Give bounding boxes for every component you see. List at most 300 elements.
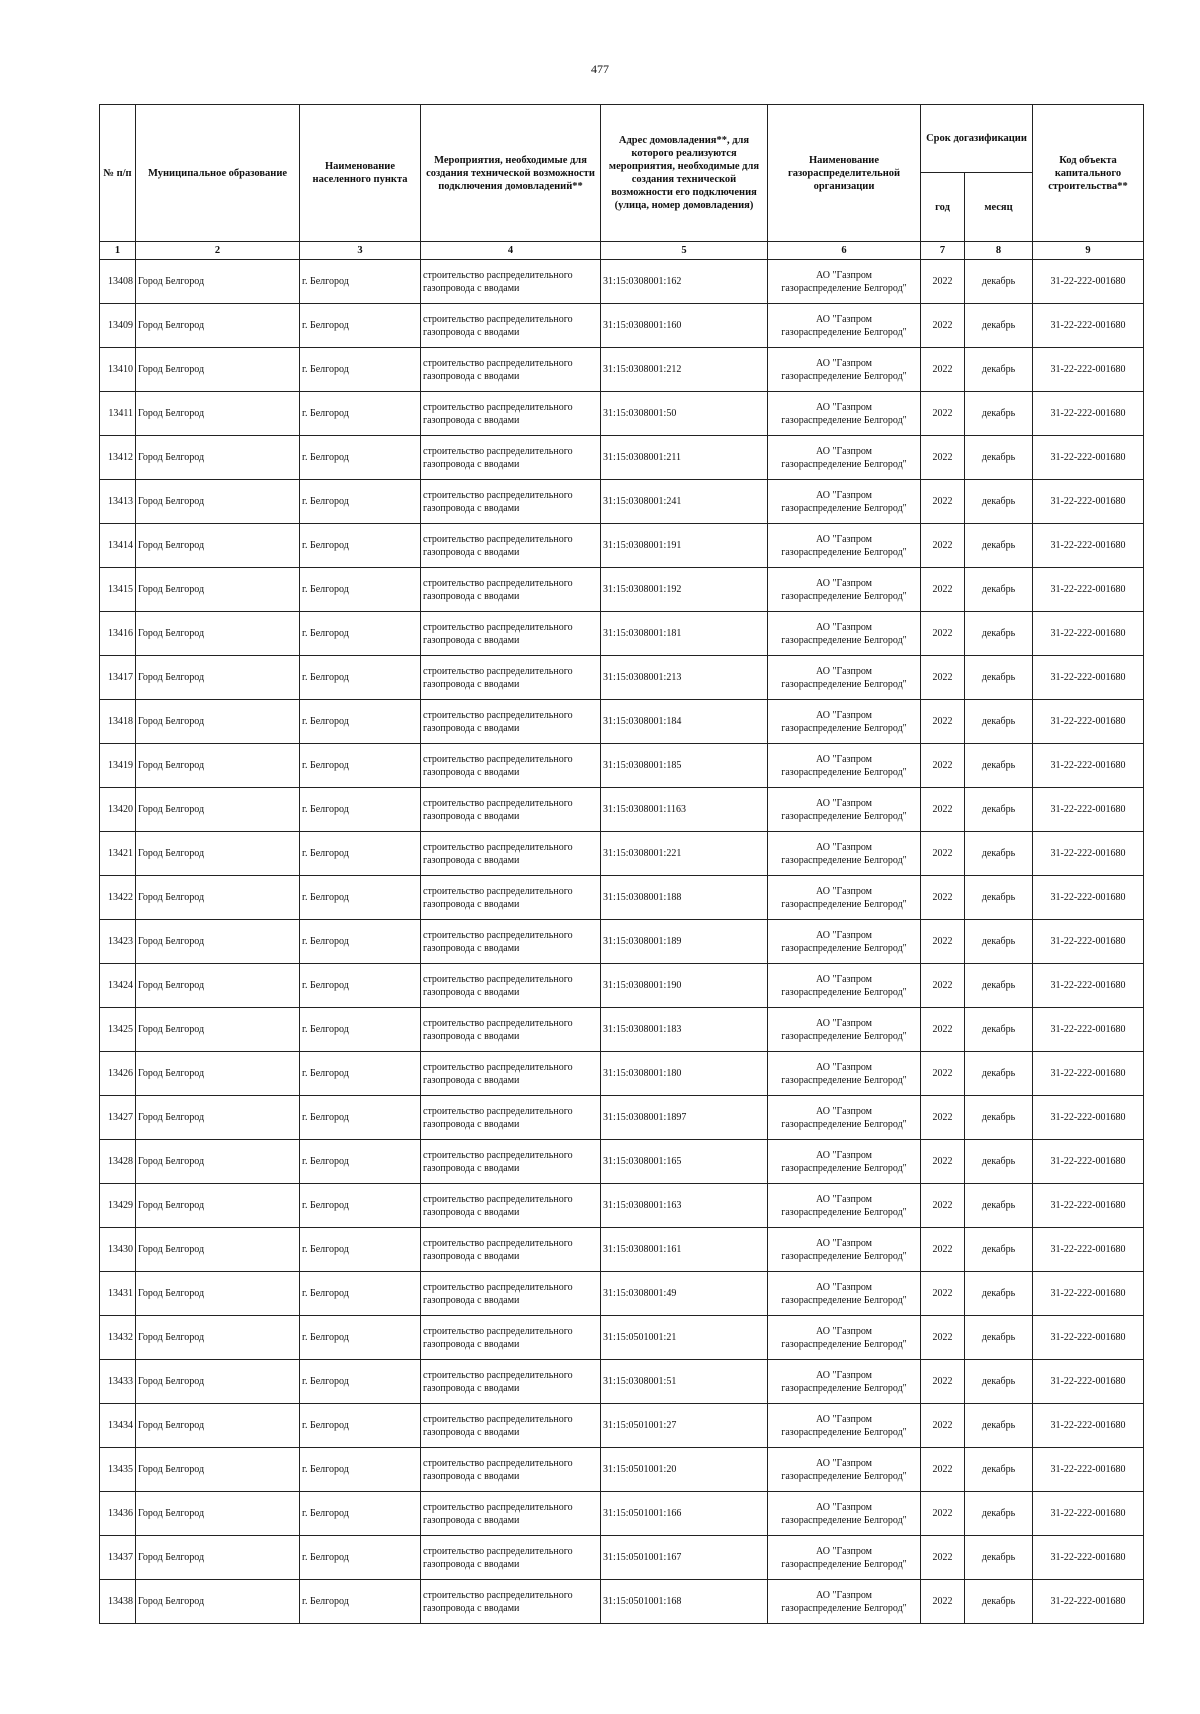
organization-cell	[768, 524, 921, 568]
month-cell: декабрь	[965, 1492, 1033, 1536]
organization-name-line1: АО "Газпром	[816, 1501, 872, 1513]
table-row	[100, 1096, 1144, 1140]
page-number: 477	[591, 62, 609, 76]
table-row	[100, 524, 1144, 568]
municipality-cell: Город Белгород	[136, 1404, 300, 1448]
row-number: 13422	[100, 876, 136, 920]
year-cell: 2022	[921, 480, 965, 524]
table-row	[100, 260, 1144, 304]
row-number: 13433	[100, 1360, 136, 1404]
activity-cell: строительство распределительного газопровода с вводами	[421, 788, 601, 832]
header-deadline: Срок догазификации	[921, 105, 1033, 173]
organization-name-line2: газораспределение Белгород"	[781, 1426, 907, 1438]
header-municipality: Муниципальное образование	[136, 105, 300, 242]
column-number: 3	[300, 242, 421, 260]
object-code-cell: 31-22-222-001680	[1033, 480, 1144, 524]
organization-name-line2: газораспределение Белгород"	[781, 1602, 907, 1614]
organization-name-line1: АО "Газпром	[816, 1061, 872, 1073]
table-row	[100, 1316, 1144, 1360]
object-code-cell: 31-22-222-001680	[1033, 260, 1144, 304]
organization-name-line1: АО "Газпром	[816, 1281, 872, 1293]
table-row	[100, 392, 1144, 436]
object-code-cell: 31-22-222-001680	[1033, 1272, 1144, 1316]
header-organization: Наименование газораспределительной организации	[768, 105, 921, 242]
organization-cell	[768, 832, 921, 876]
organization-name-line1: АО "Газпром	[816, 841, 872, 853]
activity-cell: строительство распределительного газопровода с вводами	[421, 1316, 601, 1360]
table-row	[100, 480, 1144, 524]
row-number: 13409	[100, 304, 136, 348]
table-row	[100, 700, 1144, 744]
object-code-cell: 31-22-222-001680	[1033, 1140, 1144, 1184]
locality-cell: г. Белгород	[300, 436, 421, 480]
month-cell: декабрь	[965, 568, 1033, 612]
municipality-cell: Город Белгород	[136, 1228, 300, 1272]
row-number: 13414	[100, 524, 136, 568]
address-cell: 31:15:0308001:183	[601, 1008, 768, 1052]
organization-cell	[768, 392, 921, 436]
municipality-cell: Город Белгород	[136, 1052, 300, 1096]
table-row	[100, 1360, 1144, 1404]
address-cell: 31:15:0501001:20	[601, 1448, 768, 1492]
locality-cell: г. Белгород	[300, 1404, 421, 1448]
year-cell: 2022	[921, 1228, 965, 1272]
organization-name-line1: АО "Газпром	[816, 533, 872, 545]
month-cell: декабрь	[965, 1008, 1033, 1052]
address-cell: 31:15:0308001:181	[601, 612, 768, 656]
organization-name-line1: АО "Газпром	[816, 489, 872, 501]
table-row	[100, 1140, 1144, 1184]
address-cell: 31:15:0308001:165	[601, 1140, 768, 1184]
municipality-cell: Город Белгород	[136, 788, 300, 832]
locality-cell: г. Белгород	[300, 1228, 421, 1272]
municipality-cell: Город Белгород	[136, 1316, 300, 1360]
organization-name-line2: газораспределение Белгород"	[781, 282, 907, 294]
locality-cell: г. Белгород	[300, 304, 421, 348]
municipality-cell: Город Белгород	[136, 1492, 300, 1536]
organization-name-line1: АО "Газпром	[816, 665, 872, 677]
table-header	[100, 105, 1144, 260]
activity-cell: строительство распределительного газопровода с вводами	[421, 1580, 601, 1624]
row-number: 13432	[100, 1316, 136, 1360]
organization-name-line2: газораспределение Белгород"	[781, 1382, 907, 1394]
organization-name-line2: газораспределение Белгород"	[781, 986, 907, 998]
month-cell: декабрь	[965, 1316, 1033, 1360]
locality-cell: г. Белгород	[300, 568, 421, 612]
organization-cell	[768, 348, 921, 392]
month-cell: декабрь	[965, 744, 1033, 788]
locality-cell: г. Белгород	[300, 1580, 421, 1624]
municipality-cell: Город Белгород	[136, 612, 300, 656]
address-cell: 31:15:0501001:166	[601, 1492, 768, 1536]
table-row	[100, 788, 1144, 832]
organization-name-line2: газораспределение Белгород"	[781, 1118, 907, 1130]
organization-name-line1: АО "Газпром	[816, 1369, 872, 1381]
organization-name-line1: АО "Газпром	[816, 577, 872, 589]
municipality-cell: Город Белгород	[136, 348, 300, 392]
row-number: 13421	[100, 832, 136, 876]
locality-cell: г. Белгород	[300, 480, 421, 524]
organization-cell	[768, 1580, 921, 1624]
organization-name-line1: АО "Газпром	[816, 753, 872, 765]
organization-name-line2: газораспределение Белгород"	[781, 1030, 907, 1042]
row-number: 13428	[100, 1140, 136, 1184]
activity-cell: строительство распределительного газопровода с вводами	[421, 1360, 601, 1404]
locality-cell: г. Белгород	[300, 1316, 421, 1360]
organization-name-line2: газораспределение Белгород"	[781, 810, 907, 822]
month-cell: декабрь	[965, 436, 1033, 480]
locality-cell: г. Белгород	[300, 964, 421, 1008]
organization-cell	[768, 568, 921, 612]
month-cell: декабрь	[965, 832, 1033, 876]
year-cell: 2022	[921, 920, 965, 964]
table-row	[100, 1404, 1144, 1448]
column-number: 7	[921, 242, 965, 260]
address-cell: 31:15:0308001:192	[601, 568, 768, 612]
table-body	[100, 260, 1144, 1624]
organization-name-line2: газораспределение Белгород"	[781, 898, 907, 910]
address-cell: 31:15:0308001:189	[601, 920, 768, 964]
month-cell: декабрь	[965, 1228, 1033, 1272]
activity-cell: строительство распределительного газопровода с вводами	[421, 964, 601, 1008]
address-cell: 31:15:0501001:27	[601, 1404, 768, 1448]
locality-cell: г. Белгород	[300, 1140, 421, 1184]
organization-name-line1: АО "Газпром	[816, 401, 872, 413]
municipality-cell: Город Белгород	[136, 1140, 300, 1184]
organization-name-line1: АО "Газпром	[816, 445, 872, 457]
activity-cell: строительство распределительного газопровода с вводами	[421, 1184, 601, 1228]
municipality-cell: Город Белгород	[136, 832, 300, 876]
locality-cell: г. Белгород	[300, 920, 421, 964]
month-cell: декабрь	[965, 1272, 1033, 1316]
organization-name-line2: газораспределение Белгород"	[781, 722, 907, 734]
year-cell: 2022	[921, 876, 965, 920]
object-code-cell: 31-22-222-001680	[1033, 1316, 1144, 1360]
locality-cell: г. Белгород	[300, 612, 421, 656]
object-code-cell: 31-22-222-001680	[1033, 1360, 1144, 1404]
year-cell: 2022	[921, 1580, 965, 1624]
row-number: 13415	[100, 568, 136, 612]
address-cell: 31:15:0308001:160	[601, 304, 768, 348]
row-number: 13417	[100, 656, 136, 700]
organization-name-line2: газораспределение Белгород"	[781, 1250, 907, 1262]
municipality-cell: Город Белгород	[136, 1448, 300, 1492]
organization-name-line1: АО "Газпром	[816, 1105, 872, 1117]
month-cell: декабрь	[965, 260, 1033, 304]
object-code-cell: 31-22-222-001680	[1033, 832, 1144, 876]
table-row	[100, 1492, 1144, 1536]
activity-cell: строительство распределительного газопровода с вводами	[421, 1404, 601, 1448]
organization-name-line2: газораспределение Белгород"	[781, 546, 907, 558]
activity-cell: строительство распределительного газопровода с вводами	[421, 524, 601, 568]
address-cell: 31:15:0308001:51	[601, 1360, 768, 1404]
locality-cell: г. Белгород	[300, 1008, 421, 1052]
organization-cell	[768, 304, 921, 348]
row-number: 13427	[100, 1096, 136, 1140]
municipality-cell: Город Белгород	[136, 436, 300, 480]
object-code-cell: 31-22-222-001680	[1033, 1228, 1144, 1272]
address-cell: 31:15:0308001:211	[601, 436, 768, 480]
object-code-cell: 31-22-222-001680	[1033, 392, 1144, 436]
organization-name-line2: газораспределение Белгород"	[781, 1514, 907, 1526]
table-row	[100, 1580, 1144, 1624]
organization-cell	[768, 656, 921, 700]
activity-cell: строительство распределительного газопровода с вводами	[421, 1492, 601, 1536]
municipality-cell: Город Белгород	[136, 744, 300, 788]
organization-cell	[768, 964, 921, 1008]
municipality-cell: Город Белгород	[136, 1008, 300, 1052]
object-code-cell: 31-22-222-001680	[1033, 744, 1144, 788]
locality-cell: г. Белгород	[300, 832, 421, 876]
object-code-cell: 31-22-222-001680	[1033, 524, 1144, 568]
table-row	[100, 1008, 1144, 1052]
year-cell: 2022	[921, 1448, 965, 1492]
address-cell: 31:15:0308001:185	[601, 744, 768, 788]
year-cell: 2022	[921, 1360, 965, 1404]
table-row	[100, 832, 1144, 876]
address-cell: 31:15:0308001:188	[601, 876, 768, 920]
column-number: 5	[601, 242, 768, 260]
month-cell: декабрь	[965, 348, 1033, 392]
organization-cell	[768, 1228, 921, 1272]
object-code-cell: 31-22-222-001680	[1033, 1448, 1144, 1492]
organization-name-line1: АО "Газпром	[816, 1325, 872, 1337]
gasification-table	[99, 104, 1144, 1624]
year-cell: 2022	[921, 700, 965, 744]
column-number: 9	[1033, 242, 1144, 260]
organization-cell	[768, 744, 921, 788]
month-cell: декабрь	[965, 524, 1033, 568]
object-code-cell: 31-22-222-001680	[1033, 1580, 1144, 1624]
organization-cell	[768, 1448, 921, 1492]
organization-cell	[768, 1272, 921, 1316]
activity-cell: строительство распределительного газопровода с вводами	[421, 920, 601, 964]
address-cell: 31:15:0308001:1897	[601, 1096, 768, 1140]
organization-cell	[768, 260, 921, 304]
organization-name-line1: АО "Газпром	[816, 1017, 872, 1029]
activity-cell: строительство распределительного газопровода с вводами	[421, 392, 601, 436]
activity-cell: строительство распределительного газопровода с вводами	[421, 1272, 601, 1316]
organization-name-line1: АО "Газпром	[816, 973, 872, 985]
object-code-cell: 31-22-222-001680	[1033, 348, 1144, 392]
municipality-cell: Город Белгород	[136, 568, 300, 612]
object-code-cell: 31-22-222-001680	[1033, 436, 1144, 480]
organization-name-line2: газораспределение Белгород"	[781, 326, 907, 338]
address-cell: 31:15:0501001:167	[601, 1536, 768, 1580]
column-number: 4	[421, 242, 601, 260]
month-cell: декабрь	[965, 612, 1033, 656]
object-code-cell: 31-22-222-001680	[1033, 612, 1144, 656]
month-cell: декабрь	[965, 656, 1033, 700]
row-number: 13424	[100, 964, 136, 1008]
organization-name-line2: газораспределение Белгород"	[781, 458, 907, 470]
year-cell: 2022	[921, 1184, 965, 1228]
year-cell: 2022	[921, 788, 965, 832]
object-code-cell: 31-22-222-001680	[1033, 1096, 1144, 1140]
municipality-cell: Город Белгород	[136, 524, 300, 568]
table-row	[100, 1184, 1144, 1228]
object-code-cell: 31-22-222-001680	[1033, 1404, 1144, 1448]
municipality-cell: Город Белгород	[136, 304, 300, 348]
organization-name-line2: газораспределение Белгород"	[781, 678, 907, 690]
object-code-cell: 31-22-222-001680	[1033, 876, 1144, 920]
row-number: 13438	[100, 1580, 136, 1624]
table-row	[100, 612, 1144, 656]
year-cell: 2022	[921, 832, 965, 876]
column-number-row	[100, 242, 1144, 260]
row-number: 13412	[100, 436, 136, 480]
year-cell: 2022	[921, 1272, 965, 1316]
row-number: 13411	[100, 392, 136, 436]
address-cell: 31:15:0308001:191	[601, 524, 768, 568]
year-cell: 2022	[921, 1052, 965, 1096]
month-cell: декабрь	[965, 1052, 1033, 1096]
address-cell: 31:15:0308001:49	[601, 1272, 768, 1316]
locality-cell: г. Белгород	[300, 1448, 421, 1492]
object-code-cell: 31-22-222-001680	[1033, 1052, 1144, 1096]
row-number: 13429	[100, 1184, 136, 1228]
object-code-cell: 31-22-222-001680	[1033, 1008, 1144, 1052]
organization-name-line1: АО "Газпром	[816, 1237, 872, 1249]
object-code-cell: 31-22-222-001680	[1033, 304, 1144, 348]
month-cell: декабрь	[965, 1360, 1033, 1404]
locality-cell: г. Белгород	[300, 656, 421, 700]
municipality-cell: Город Белгород	[136, 1580, 300, 1624]
table-row	[100, 568, 1144, 612]
row-number: 13425	[100, 1008, 136, 1052]
month-cell: декабрь	[965, 920, 1033, 964]
year-cell: 2022	[921, 1008, 965, 1052]
activity-cell: строительство распределительного газопровода с вводами	[421, 436, 601, 480]
month-cell: декабрь	[965, 1404, 1033, 1448]
row-number: 13423	[100, 920, 136, 964]
organization-name-line1: АО "Газпром	[816, 1457, 872, 1469]
activity-cell: строительство распределительного газопровода с вводами	[421, 876, 601, 920]
year-cell: 2022	[921, 1316, 965, 1360]
activity-cell: строительство распределительного газопровода с вводами	[421, 1096, 601, 1140]
table-row	[100, 744, 1144, 788]
activity-cell: строительство распределительного газопровода с вводами	[421, 700, 601, 744]
organization-name-line1: АО "Газпром	[816, 1413, 872, 1425]
month-cell: декабрь	[965, 876, 1033, 920]
activity-cell: строительство распределительного газопровода с вводами	[421, 612, 601, 656]
row-number: 13408	[100, 260, 136, 304]
organization-cell	[768, 1492, 921, 1536]
object-code-cell: 31-22-222-001680	[1033, 788, 1144, 832]
municipality-cell: Город Белгород	[136, 392, 300, 436]
organization-name-line1: АО "Газпром	[816, 1545, 872, 1557]
month-cell: декабрь	[965, 788, 1033, 832]
year-cell: 2022	[921, 304, 965, 348]
locality-cell: г. Белгород	[300, 1536, 421, 1580]
object-code-cell: 31-22-222-001680	[1033, 656, 1144, 700]
address-cell: 31:15:0308001:50	[601, 392, 768, 436]
month-cell: декабрь	[965, 1140, 1033, 1184]
organization-cell	[768, 1404, 921, 1448]
table-row	[100, 920, 1144, 964]
address-cell: 31:15:0501001:168	[601, 1580, 768, 1624]
municipality-cell: Город Белгород	[136, 964, 300, 1008]
municipality-cell: Город Белгород	[136, 1536, 300, 1580]
activity-cell: строительство распределительного газопровода с вводами	[421, 1448, 601, 1492]
table-row	[100, 656, 1144, 700]
organization-name-line2: газораспределение Белгород"	[781, 1470, 907, 1482]
row-number: 13420	[100, 788, 136, 832]
year-cell: 2022	[921, 1404, 965, 1448]
row-number: 13419	[100, 744, 136, 788]
locality-cell: г. Белгород	[300, 1052, 421, 1096]
organization-name-line1: АО "Газпром	[816, 797, 872, 809]
header-code: Код объекта капитального строительства**	[1033, 105, 1144, 242]
address-cell: 31:15:0308001:190	[601, 964, 768, 1008]
month-cell: декабрь	[965, 392, 1033, 436]
locality-cell: г. Белгород	[300, 1492, 421, 1536]
year-cell: 2022	[921, 348, 965, 392]
organization-name-line2: газораспределение Белгород"	[781, 1338, 907, 1350]
activity-cell: строительство распределительного газопровода с вводами	[421, 568, 601, 612]
organization-name-line2: газораспределение Белгород"	[781, 502, 907, 514]
address-cell: 31:15:0308001:162	[601, 260, 768, 304]
year-cell: 2022	[921, 656, 965, 700]
organization-name-line2: газораспределение Белгород"	[781, 1162, 907, 1174]
organization-cell	[768, 1096, 921, 1140]
year-cell: 2022	[921, 1536, 965, 1580]
organization-cell	[768, 1184, 921, 1228]
row-number: 13434	[100, 1404, 136, 1448]
municipality-cell: Город Белгород	[136, 1096, 300, 1140]
locality-cell: г. Белгород	[300, 1184, 421, 1228]
activity-cell: строительство распределительного газопровода с вводами	[421, 656, 601, 700]
object-code-cell: 31-22-222-001680	[1033, 1184, 1144, 1228]
object-code-cell: 31-22-222-001680	[1033, 1492, 1144, 1536]
address-cell: 31:15:0308001:161	[601, 1228, 768, 1272]
row-number: 13410	[100, 348, 136, 392]
year-cell: 2022	[921, 1140, 965, 1184]
organization-cell	[768, 1316, 921, 1360]
address-cell: 31:15:0308001:241	[601, 480, 768, 524]
table-row	[100, 1272, 1144, 1316]
row-number: 13426	[100, 1052, 136, 1096]
activity-cell: строительство распределительного газопровода с вводами	[421, 744, 601, 788]
activity-cell: строительство распределительного газопровода с вводами	[421, 1140, 601, 1184]
address-cell: 31:15:0308001:213	[601, 656, 768, 700]
month-cell: декабрь	[965, 304, 1033, 348]
locality-cell: г. Белгород	[300, 788, 421, 832]
row-number: 13430	[100, 1228, 136, 1272]
municipality-cell: Город Белгород	[136, 1360, 300, 1404]
year-cell: 2022	[921, 524, 965, 568]
year-cell: 2022	[921, 568, 965, 612]
municipality-cell: Город Белгород	[136, 920, 300, 964]
month-cell: декабрь	[965, 1580, 1033, 1624]
organization-name-line1: АО "Газпром	[816, 1589, 872, 1601]
table-row	[100, 304, 1144, 348]
header-year: год	[921, 173, 965, 242]
table-row	[100, 964, 1144, 1008]
year-cell: 2022	[921, 744, 965, 788]
locality-cell: г. Белгород	[300, 1096, 421, 1140]
organization-cell	[768, 436, 921, 480]
row-number: 13437	[100, 1536, 136, 1580]
header-activity: Мероприятия, необходимые для создания технической возможности подключения домовладений**	[421, 105, 601, 242]
activity-cell: строительство распределительного газопровода с вводами	[421, 348, 601, 392]
header-row-1	[100, 105, 1144, 173]
column-number: 2	[136, 242, 300, 260]
organization-name-line1: АО "Газпром	[816, 313, 872, 325]
table-row	[100, 1536, 1144, 1580]
organization-cell	[768, 1536, 921, 1580]
organization-cell	[768, 1008, 921, 1052]
